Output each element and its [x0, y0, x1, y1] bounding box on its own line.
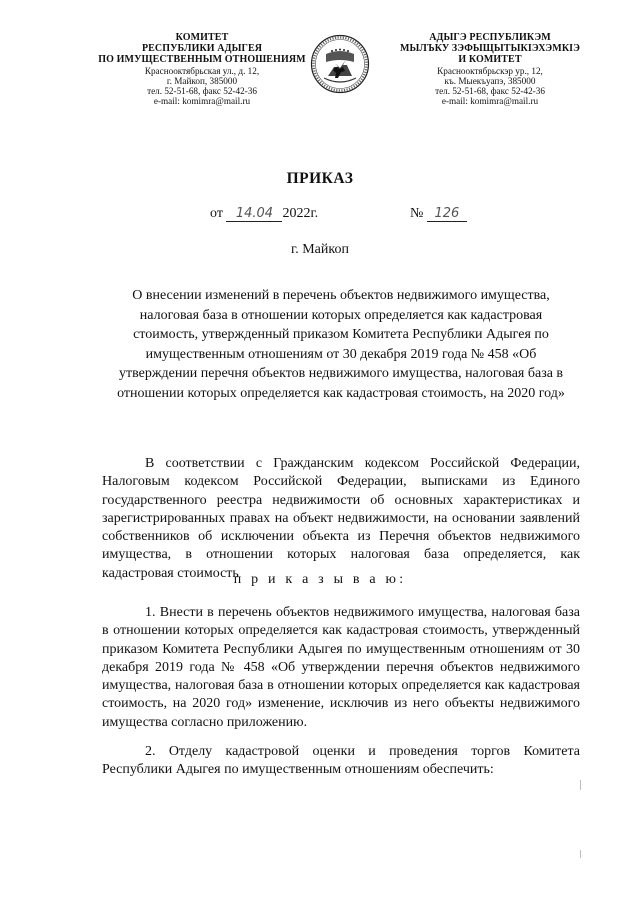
subject-line: имущественным отношениям от 30 декабря 2019 года № 458 «Об [145, 346, 537, 362]
order-subject [102, 286, 580, 403]
scan-artifact [580, 850, 581, 858]
number-sign: № [410, 206, 424, 221]
order-word: п р и к а з ы в а ю: [233, 572, 407, 587]
right-email: e-mail: komimra@mail.ru [441, 96, 539, 107]
subject-line: налоговая база в отношении которых определяется как кадастровая [139, 307, 543, 323]
order-number [410, 206, 467, 222]
subject-line: отношении которых определяется как кадастровая стоимость, на 2020 год» [117, 385, 565, 401]
left-org-name-line1: КОМИТЕТ [175, 32, 229, 43]
right-org-name-line1: АДЫГЭ РЕСПУБЛИКЭМ [429, 32, 551, 43]
right-address-line2: къ. Мыекъуапэ, 385000 [444, 75, 536, 86]
handwritten-date: 14.04 [226, 206, 282, 222]
order-item-1: 1. Внести в перечень объектов недвижимого имущества, налоговая база в отношении которых определяется как кадастровая стоимость, утвержденный приказом Комитета Республики Адыгея по имущественным отношениям от 30 декабря 2019 года № 458 «Об утверждении перечня объектов недвижимого имущества, налоговая база в отношении которых определяется как кадастровая стоимость, на 2020 год» изменение, исключив из него объекты недвижимого имущества согласно приложению. [102, 605, 580, 730]
subject-line: утверждении перечня объектов недвижимого имущества, налоговая база в [118, 366, 564, 381]
right-phone: тел. 52-51-68, факс 52-42-36 [435, 86, 545, 97]
city: г. Майкоп [291, 242, 349, 257]
right-letterhead [390, 32, 590, 107]
left-address-line2: г. Майкоп, 385000 [166, 75, 238, 86]
date-year: 2022г. [282, 206, 319, 221]
subject-line: стоимость, утвержденный приказом Комитета Республики Адыгея по [133, 327, 549, 342]
subject-line: О внесении изменений в перечень объектов недвижимого имущества, [132, 288, 550, 303]
left-org-name-line3: ПО ИМУЩЕСТВЕННЫМ ОТНОШЕНИЯМ [98, 54, 306, 66]
right-org-name-line3: И КОМИТЕТ [458, 54, 522, 66]
handwritten-number: 126 [427, 206, 467, 222]
left-org-name-line2: РЕСПУБЛИКИ АДЫГЕЯ [141, 43, 263, 55]
scan-artifact [580, 780, 581, 790]
left-letterhead [96, 32, 308, 107]
order-item-2: 2. Отделу кадастровой оценки и проведения торгов Комитета Республики Адыгея по имущественным отношениям обеспечить: [102, 744, 580, 778]
date-prefix: от [210, 206, 223, 221]
right-address-line1: Краснооктябрьскэр ур., 12, [437, 65, 543, 76]
republic-adygea-coat-of-arms-icon [310, 34, 370, 94]
left-email: e-mail: komimra@mail.ru [153, 96, 251, 107]
left-address-line1: Краснооктябрьская ул., д. 12, [144, 65, 260, 76]
left-phone: тел. 52-51-68, факс 52-42-36 [147, 86, 257, 97]
document-title: ПРИКАЗ [286, 170, 354, 187]
preamble-paragraph: В соответствии с Гражданским кодексом Российской Федерации, Налоговым кодексом Российской Федерации, выписками из Единого государственного реестра недвижимости об основных характеристиках и зарегистрированных правах на объект недвижимости, на основании заявлений собственников об исключении объекта из Перечня объектов недвижимого имущества, в отношении которых налоговая база определяется, как кадастровая стоимость [102, 456, 580, 581]
order-date [210, 206, 318, 222]
right-org-name-line2: МЫЛЪКУ ЗЭФЫЩЫТЫКIЭХЭМКIЭ [399, 43, 581, 55]
